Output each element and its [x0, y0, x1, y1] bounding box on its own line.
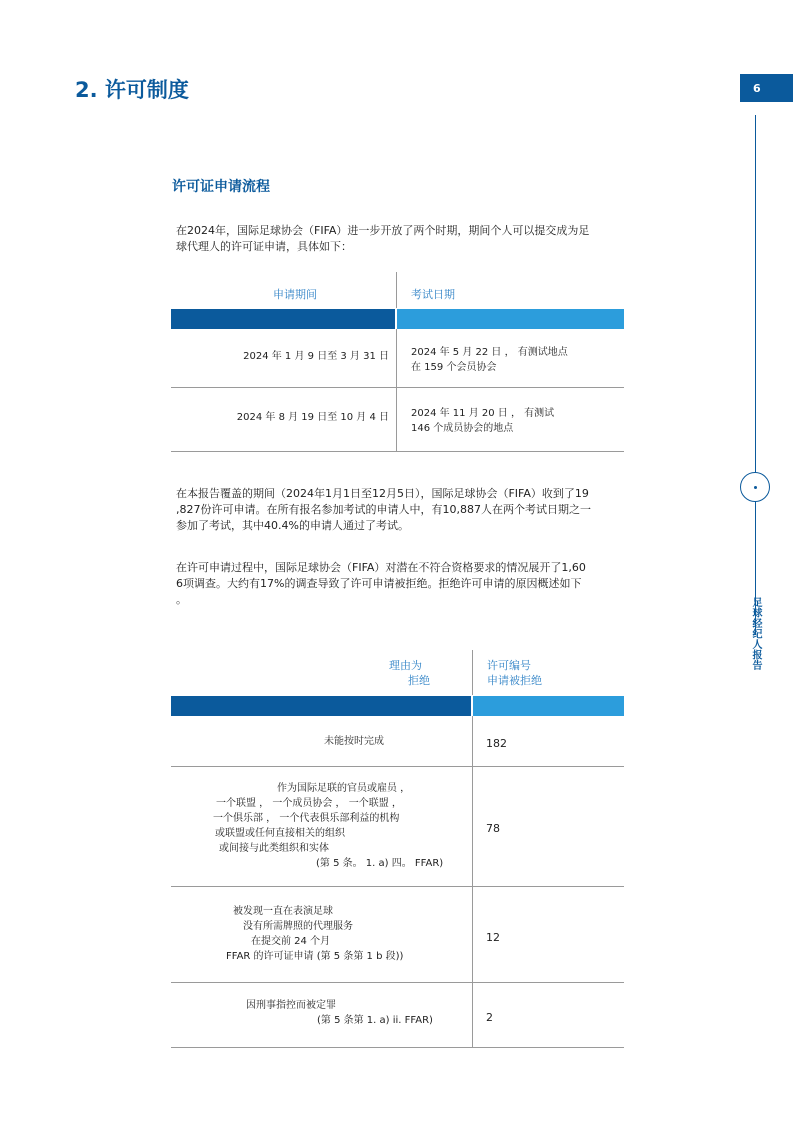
reason-line: 一个联盟 ， 一个成员协会 ， 一个联盟 ， — [216, 798, 402, 809]
reason-line: 因刑事指控而被定罪 — [246, 1000, 336, 1011]
side-rule — [755, 115, 756, 635]
header-line: 申请被拒绝 — [487, 674, 542, 687]
table2-row3-count: 12 — [486, 931, 500, 944]
table1-header-exam: 考试日期 — [411, 288, 455, 301]
table2-row2-reason — [171, 781, 471, 871]
table2-row4-count: 2 — [486, 1011, 493, 1024]
reason-line: 作为国际足联的官员或雇员 ， — [277, 783, 411, 794]
reason-line: (第 5 条第 1. a) ii. FFAR) — [317, 1015, 433, 1026]
table1-row2-exam — [411, 406, 554, 436]
table2-row-divider — [171, 766, 624, 767]
para-line: 在许可申请过程中，国际足球协会（FIFA）对潜在不符合资格要求的情况展开了1,60 — [176, 561, 586, 574]
header-line: 理由为 — [389, 659, 422, 672]
chapter-title: 2. 许可制度 — [75, 78, 189, 102]
para-line: 在本报告覆盖的期间（2024年1月1日至12月5日），国际足球协会（FIFA）收到了19 — [176, 487, 589, 500]
table1-bottom-rule — [171, 451, 624, 452]
header-line: 许可编号 — [487, 659, 531, 672]
intro-line: 在2024年，国际足球协会（FIFA）进一步开放了两个时期，期间个人可以提交成为足 — [176, 224, 590, 237]
side-circle-dot — [754, 486, 757, 489]
table1-row-divider — [171, 387, 624, 388]
table2-bar-light — [473, 696, 624, 716]
table2-bar-dark — [171, 696, 471, 716]
table1-header-divider — [396, 272, 397, 308]
table2-row2-count: 78 — [486, 822, 500, 835]
table1-header-period: 申请期间 — [273, 288, 317, 301]
table1-column-divider — [396, 329, 397, 451]
table1-bar-light — [397, 309, 624, 329]
exam-line: 2024 年 11 月 20 日 ， 有测试 — [411, 408, 555, 419]
para-line: ,827份许可申请。在所有报名参加考试的申请人中，有10,887人在两个考试日期之一 — [176, 503, 591, 516]
para-line: 参加了考试，其中40.4%的申请人通过了考试。 — [176, 519, 409, 532]
table2-row-divider — [171, 886, 624, 887]
table1-row1-period: 2024 年 1 月 9 日至 3 月 31 日 — [243, 351, 389, 362]
side-report-label: 足球经纪人报告 — [750, 597, 761, 671]
reason-line: 被发现一直在表演足球 — [233, 906, 333, 917]
table2-row4-reason — [171, 998, 471, 1028]
table2-header-divider — [472, 650, 473, 695]
intro-line: 球代理人的许可证申请，具体如下： — [176, 240, 352, 253]
applications-paragraph — [176, 486, 626, 534]
exam-line: 2024 年 5 月 22 日 ， 有测试地点 — [411, 347, 568, 358]
table1-row1-exam — [411, 345, 568, 375]
reason-line: (第 5 条。 1. a) 四。 FFAR) — [316, 858, 444, 869]
reason-line: FFAR 的许可证申请 (第 5 条第 1 b 段)) — [226, 951, 404, 962]
para-line: 。 — [176, 593, 187, 606]
reason-line: 在提交前 24 个月 — [251, 936, 331, 947]
table2-row3-reason — [171, 904, 471, 964]
section-title: 许可证申请流程 — [172, 179, 270, 195]
investigations-paragraph — [176, 560, 626, 608]
exam-line: 在 159 个会员协会 — [411, 362, 497, 373]
table2-row-divider — [171, 982, 624, 983]
table2-row1-reason: 未能按时完成 — [324, 736, 384, 747]
reason-line: 或联盟或任何直接相关的组织 — [215, 828, 345, 839]
table2-bottom-rule — [171, 1047, 624, 1048]
para-line: 6项调查。大约有17%的调查导致了许可申请被拒绝。拒绝许可申请的原因概述如下 — [176, 577, 582, 590]
table2-header-reason — [300, 658, 430, 688]
reason-line: 或间接与此类组织和实体 — [219, 843, 329, 854]
table2-row1-count: 182 — [486, 737, 507, 750]
reason-line: 没有所需牌照的代理服务 — [243, 921, 353, 932]
reason-line: 一个俱乐部 ， 一个代表俱乐部利益的机构 — [213, 813, 400, 824]
intro-paragraph — [176, 223, 626, 255]
table1-row2-period: 2024 年 8 月 19 日至 10 月 4 日 — [236, 412, 389, 423]
exam-line: 146 个成员协会的地点 — [411, 423, 514, 434]
table1-bar-dark — [171, 309, 395, 329]
table2-header-count — [487, 658, 542, 688]
page-number: 6 — [740, 74, 793, 102]
header-line: 拒绝 — [408, 674, 430, 687]
